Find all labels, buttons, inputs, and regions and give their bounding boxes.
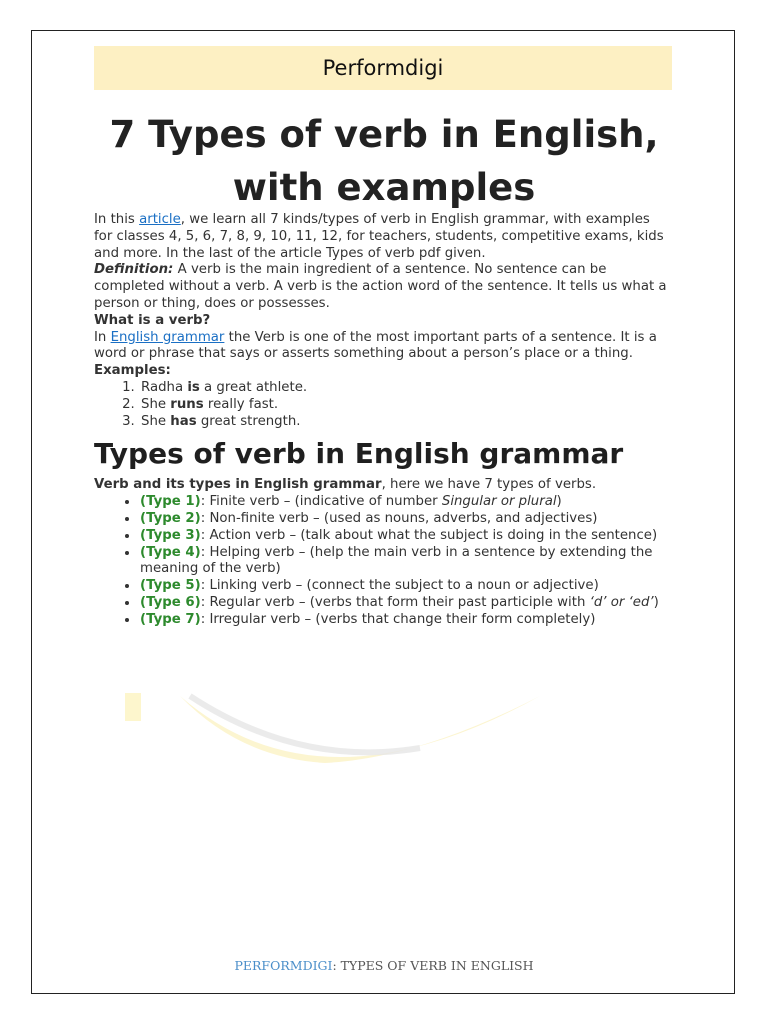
type-tag: (Type 4)	[140, 544, 201, 560]
type-item	[139, 511, 672, 528]
type-item	[139, 578, 672, 595]
page-footer	[0, 958, 768, 973]
site-brand: Performdigi	[322, 56, 444, 80]
intro-suffix: , we learn all 7 kinds/types of verb in English grammar, with examples for classes 4, 5, 6, 7, 8, 9, 10, 11, 12, for teachers, students, competitive exams, kids and more. In the last of the article Types of verb pdf given.	[94, 212, 664, 261]
what-is-verb-heading	[94, 313, 672, 330]
example-verb: is	[187, 379, 200, 395]
types-intro-bold: Verb and its types in English grammar	[94, 477, 382, 493]
example-after: really fast.	[203, 396, 279, 412]
header-banner	[94, 46, 672, 90]
example-before: She	[141, 396, 171, 412]
type-tag: (Type 5)	[140, 578, 201, 594]
footer-brand: PERFORMDIGI	[234, 958, 333, 973]
page-title: 7 Types of verb in English, with examples	[109, 113, 659, 209]
type-text: : Helping verb – (help the main verb in a sentence by extending the meaning of the verb)	[140, 544, 653, 577]
example-verb: runs	[170, 396, 204, 412]
types-intro-rest: , here we have 7 types of verbs.	[381, 477, 597, 493]
example-item	[139, 414, 672, 431]
type-text: : Regular verb – (verbs that form their past participle with	[200, 594, 590, 610]
example-verb: has	[170, 413, 197, 429]
example-item	[139, 397, 672, 414]
english-grammar-link[interactable]: English grammar	[110, 329, 225, 345]
article-body	[94, 212, 672, 629]
definition-text: A verb is the main ingredient of a sentence. No sentence can be completed without a verb. A verb is the action word of the sentence. It tells us what a person or thing, does or possesses.	[94, 262, 667, 311]
definition-label: Definition:	[94, 262, 174, 278]
type-item	[139, 595, 672, 612]
example-before: She	[141, 413, 171, 429]
examples-heading	[94, 363, 672, 380]
type-italic: ‘d’ or ‘ed’	[589, 594, 654, 610]
footer-text: : TYPES OF VERB IN ENGLISH	[332, 958, 534, 973]
type-item	[139, 545, 672, 579]
article-link[interactable]: article	[139, 212, 181, 227]
watermark-logo	[120, 688, 550, 793]
type-item	[139, 612, 672, 629]
definition-paragraph	[94, 262, 672, 312]
type-text: : Linking verb – (connect the subject to a noun or adjective)	[200, 578, 599, 594]
type-item	[139, 494, 672, 511]
type-text: : Action verb – (talk about what the subject is doing in the sentence)	[200, 527, 658, 543]
intro-paragraph	[94, 212, 672, 262]
section-heading: Types of verb in English grammar	[94, 437, 624, 471]
type-tag: (Type 2)	[140, 510, 201, 526]
examples-heading-text: Examples:	[94, 363, 171, 379]
what-is-verb-paragraph	[94, 330, 672, 364]
type-tag: (Type 6)	[140, 594, 201, 610]
types-list	[94, 494, 672, 628]
what-is-verb-prefix: In	[94, 329, 111, 345]
type-tag: (Type 1)	[140, 494, 201, 510]
type-tag: (Type 3)	[140, 527, 201, 543]
example-before: Radha	[141, 379, 188, 395]
type-item	[139, 528, 672, 545]
type-tail: )	[653, 594, 659, 610]
what-is-verb-heading-text: What is a verb?	[94, 312, 211, 328]
type-text: : Finite verb – (indicative of number	[200, 494, 442, 510]
types-intro	[94, 477, 672, 494]
type-italic: Singular or plural	[441, 494, 557, 510]
example-item	[139, 380, 672, 397]
type-text: : Irregular verb – (verbs that change their form completely)	[200, 611, 596, 627]
type-tag: (Type 7)	[140, 611, 201, 627]
example-after: great strength.	[196, 413, 301, 429]
what-is-verb-suffix: the Verb is one of the most important parts of a sentence. It is a word or phrase that says or asserts something about a person’s place or a thing.	[94, 329, 657, 362]
intro-prefix: In this	[94, 212, 140, 227]
type-text: : Non-finite verb – (used as nouns, adverbs, and adjectives)	[200, 510, 598, 526]
examples-list	[94, 380, 672, 430]
type-tail: )	[556, 494, 562, 510]
example-after: a great athlete.	[199, 379, 308, 395]
